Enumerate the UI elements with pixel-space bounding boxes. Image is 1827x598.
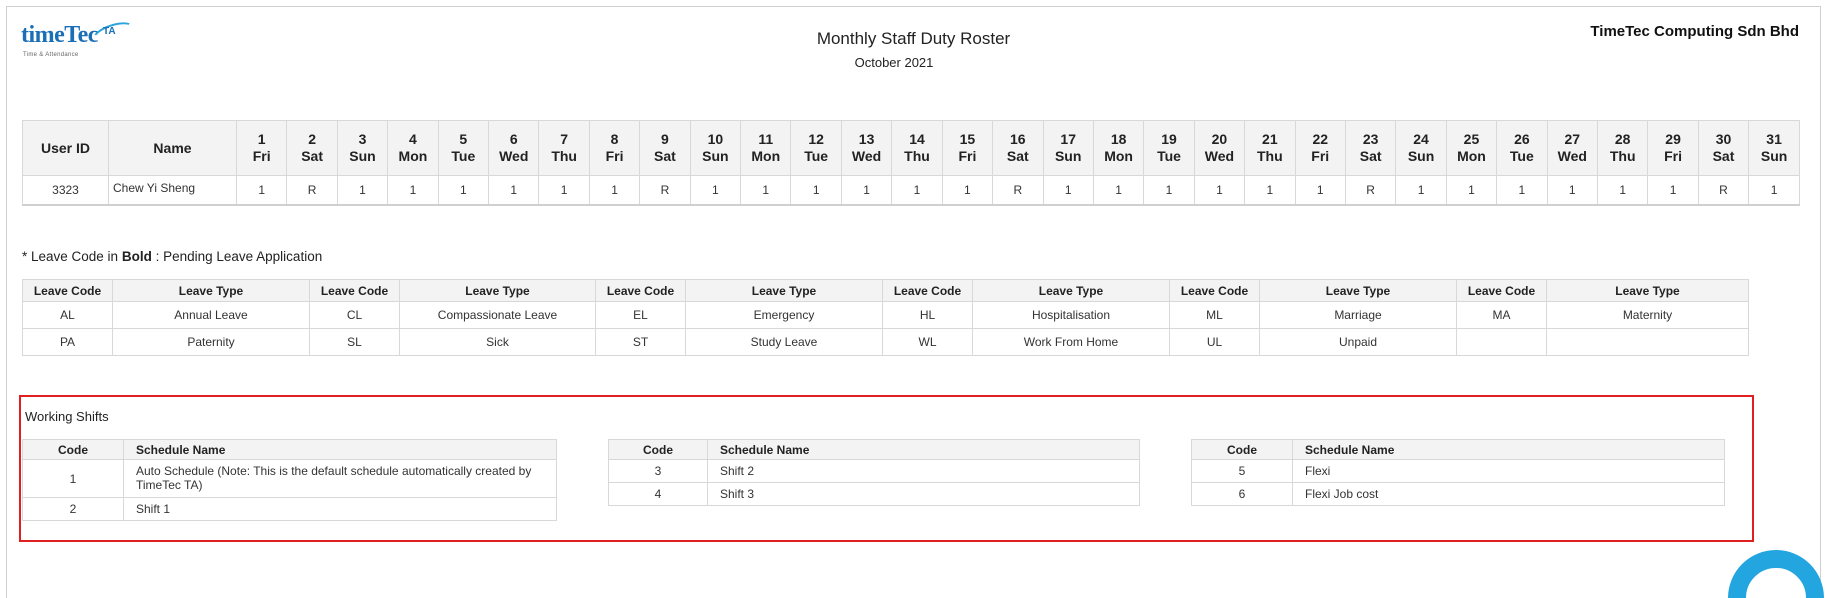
report-period: October 2021 — [854, 55, 934, 70]
cell-schedule-name: Shift 3 — [708, 483, 1140, 506]
logo-text: timeTec — [21, 22, 98, 48]
cell-shift-code: 1 — [1446, 176, 1496, 205]
col-code: Code — [1192, 440, 1293, 460]
cell-shift-code: R — [1345, 176, 1395, 205]
day-number: 20 — [1211, 131, 1228, 147]
col-day — [892, 121, 942, 176]
day-number: 10 — [707, 131, 724, 147]
leave-code-table — [22, 279, 1749, 356]
cell-leave-code — [1457, 329, 1547, 356]
col-leave-code: Leave Code — [310, 280, 400, 302]
cell-shift-code: 1 — [690, 176, 740, 205]
cell-leave-code: UL — [1170, 329, 1260, 356]
cell-shift-code: 1 — [1295, 176, 1345, 205]
cell-shift-code: R — [1698, 176, 1748, 205]
day-number: 25 — [1463, 131, 1480, 147]
day-number: 31 — [1766, 131, 1782, 147]
cell-shift-code: 1 — [1093, 176, 1143, 205]
col-day — [791, 121, 841, 176]
day-weekday: Sat — [1712, 148, 1735, 164]
col-leave-code: Leave Code — [1170, 280, 1260, 302]
table-row — [1192, 460, 1725, 483]
cell-leave-type: Annual Leave — [113, 302, 310, 329]
cell-leave-type: Work From Home — [973, 329, 1170, 356]
col-user-id: User ID — [23, 121, 109, 176]
day-number: 14 — [909, 131, 925, 147]
col-name: Name — [109, 121, 237, 176]
col-leave-type: Leave Type — [113, 280, 310, 302]
table-row — [609, 483, 1140, 506]
col-leave-code: Leave Code — [23, 280, 113, 302]
col-leave-type: Leave Type — [1260, 280, 1457, 302]
col-day — [237, 121, 287, 176]
day-number: 6 — [509, 131, 518, 147]
cell-leave-code: CL — [310, 302, 400, 329]
col-day — [1345, 121, 1395, 176]
day-weekday: Mon — [1457, 148, 1486, 164]
cell-leave-code: WL — [883, 329, 973, 356]
table-row — [23, 460, 557, 498]
col-day — [589, 121, 639, 176]
working-shifts-title: Working Shifts — [25, 409, 109, 424]
day-number: 1 — [257, 131, 266, 147]
day-weekday: Wed — [1557, 148, 1587, 164]
cell-name: Chew Yi Sheng — [109, 176, 237, 205]
cell-user-id: 3323 — [23, 176, 109, 205]
cell-shift-code: 1 — [1497, 176, 1547, 205]
col-day — [1597, 121, 1647, 176]
cell-shift-code: 3 — [609, 460, 708, 483]
roster-header-row — [23, 121, 1800, 176]
col-leave-code: Leave Code — [883, 280, 973, 302]
day-weekday: Sat — [1006, 148, 1029, 164]
day-number: 13 — [858, 131, 875, 147]
cell-shift-code: 1 — [741, 176, 791, 205]
day-number: 22 — [1312, 131, 1329, 147]
cell-leave-code: EL — [596, 302, 686, 329]
col-day — [1245, 121, 1295, 176]
roster-divider — [22, 204, 1800, 206]
shift-table-2 — [608, 439, 1140, 506]
day-number: 16 — [1010, 131, 1026, 147]
report-title: Monthly Staff Duty Roster — [816, 29, 1011, 48]
day-weekday: Thu — [551, 148, 577, 164]
leave-note — [22, 249, 322, 264]
day-weekday: Fri — [605, 148, 624, 164]
col-day — [1194, 121, 1244, 176]
leave-note-suffix: : Pending Leave Application — [151, 249, 323, 264]
table-row — [23, 302, 1749, 329]
cell-shift-code: 1 — [438, 176, 488, 205]
col-day — [489, 121, 539, 176]
col-code: Code — [609, 440, 708, 460]
table-row — [23, 498, 557, 521]
leave-note-bold: Bold — [121, 249, 152, 264]
day-weekday: Sun — [702, 148, 729, 164]
cell-leave-code: PA — [23, 329, 113, 356]
day-weekday: Tue — [451, 148, 476, 164]
cell-leave-type: Marriage — [1260, 302, 1457, 329]
cell-shift-code: R — [287, 176, 337, 205]
cell-leave-code: SL — [310, 329, 400, 356]
cell-shift-code: 1 — [1396, 176, 1446, 205]
cell-shift-code: 1 — [942, 176, 992, 205]
cell-leave-type: Unpaid — [1260, 329, 1457, 356]
table-row — [23, 329, 1749, 356]
col-day — [1749, 121, 1800, 176]
cell-leave-code: ML — [1170, 302, 1260, 329]
cell-leave-type: Hospitalisation — [973, 302, 1170, 329]
col-day — [1093, 121, 1143, 176]
cell-leave-type: Emergency — [686, 302, 883, 329]
col-leave-code: Leave Code — [1457, 280, 1547, 302]
day-number: 21 — [1262, 131, 1278, 147]
col-day — [993, 121, 1043, 176]
day-weekday: Wed — [1204, 148, 1235, 164]
cell-shift-code: 1 — [1749, 176, 1800, 205]
cell-shift-code: 1 — [1547, 176, 1597, 205]
cell-shift-code: 1 — [539, 176, 589, 205]
day-weekday: Sat — [1359, 148, 1382, 164]
leave-note-prefix: * Leave Code in — [22, 249, 122, 264]
table-row — [609, 460, 1140, 483]
cell-leave-code: HL — [883, 302, 973, 329]
day-number: 12 — [808, 131, 824, 147]
cell-leave-code: ST — [596, 329, 686, 356]
day-weekday: Fri — [958, 148, 977, 164]
cell-shift-code: R — [640, 176, 690, 205]
day-weekday: Wed — [851, 148, 882, 164]
cell-shift-code: R — [993, 176, 1043, 205]
col-day — [1396, 121, 1446, 176]
day-number: 18 — [1110, 131, 1127, 147]
cell-leave-type: Sick — [400, 329, 596, 356]
shift-table-1 — [22, 439, 557, 521]
shift-header-row — [23, 440, 557, 460]
day-number: 4 — [409, 131, 417, 147]
cell-shift-code: 4 — [609, 483, 708, 506]
cell-shift-code: 5 — [1192, 460, 1293, 483]
day-weekday: Sun — [1054, 148, 1082, 164]
col-day — [640, 121, 690, 176]
col-leave-type: Leave Type — [973, 280, 1170, 302]
cell-shift-code: 1 — [1043, 176, 1093, 205]
col-day — [942, 121, 992, 176]
day-weekday: Fri — [1311, 148, 1330, 164]
day-weekday: Fri — [1664, 148, 1683, 164]
cell-shift-code: 6 — [1192, 483, 1293, 506]
day-number: 26 — [1514, 131, 1530, 147]
day-weekday: Mon — [398, 148, 428, 164]
cell-shift-code: 1 — [489, 176, 539, 205]
col-day — [1043, 121, 1093, 176]
cell-leave-type: Maternity — [1547, 302, 1749, 329]
day-number: 3 — [358, 131, 367, 147]
col-leave-type: Leave Type — [686, 280, 883, 302]
col-day — [388, 121, 438, 176]
day-weekday: Tue — [1509, 148, 1534, 164]
col-leave-code: Leave Code — [596, 280, 686, 302]
col-leave-type: Leave Type — [400, 280, 596, 302]
cell-shift-code: 1 — [589, 176, 639, 205]
col-schedule-name: Schedule Name — [1293, 440, 1725, 460]
day-number: 11 — [758, 131, 774, 147]
leave-header-row — [23, 280, 1749, 302]
day-weekday: Tue — [1157, 148, 1181, 164]
col-day — [1446, 121, 1496, 176]
logo-subtitle: Time & Attendance — [23, 52, 79, 58]
cell-leave-type: Study Leave — [686, 329, 883, 356]
cell-shift-code: 2 — [23, 498, 124, 521]
cell-schedule-name: Flexi — [1293, 460, 1725, 483]
duty-roster-table — [22, 120, 1800, 205]
day-number: 17 — [1060, 131, 1076, 147]
day-number: 27 — [1564, 131, 1581, 147]
col-day — [287, 121, 337, 176]
day-weekday: Tue — [804, 148, 829, 164]
day-number: 23 — [1362, 131, 1379, 147]
company-name: TimeTec Computing Sdn Bhd — [1590, 23, 1799, 40]
col-day — [1144, 121, 1194, 176]
col-schedule-name: Schedule Name — [124, 440, 557, 460]
table-row — [23, 176, 1800, 205]
day-number: 19 — [1161, 131, 1177, 147]
day-weekday: Sat — [301, 148, 323, 164]
cell-leave-code: AL — [23, 302, 113, 329]
col-day — [741, 121, 791, 176]
cell-shift-code: 1 — [1597, 176, 1647, 205]
cell-leave-type: Paternity — [113, 329, 310, 356]
cell-shift-code: 1 — [237, 176, 287, 205]
col-day — [438, 121, 488, 176]
shift-header-row — [1192, 440, 1725, 460]
day-weekday: Thu — [1609, 148, 1636, 164]
col-day — [1547, 121, 1597, 176]
col-day — [337, 121, 387, 176]
day-weekday: Thu — [1257, 148, 1283, 164]
cell-shift-code: 1 — [1648, 176, 1698, 205]
cell-shift-code: 1 — [841, 176, 891, 205]
day-weekday: Thu — [904, 148, 930, 164]
col-schedule-name: Schedule Name — [708, 440, 1140, 460]
cell-leave-type — [1547, 329, 1749, 356]
cell-leave-type: Compassionate Leave — [400, 302, 596, 329]
col-day — [1698, 121, 1748, 176]
day-number: 7 — [560, 131, 569, 147]
cell-shift-code: 1 — [892, 176, 942, 205]
cell-shift-code: 1 — [1194, 176, 1244, 205]
day-weekday: Sun — [349, 148, 376, 164]
cell-shift-code: 1 — [1245, 176, 1295, 205]
cell-shift-code: 1 — [791, 176, 841, 205]
day-number: 8 — [610, 131, 619, 147]
shift-table-3 — [1191, 439, 1725, 506]
day-weekday: Mon — [751, 148, 781, 164]
day-number: 24 — [1413, 131, 1429, 147]
day-weekday: Sun — [1407, 148, 1435, 164]
col-code: Code — [23, 440, 124, 460]
cell-shift-code: 1 — [337, 176, 387, 205]
cell-schedule-name: Shift 2 — [708, 460, 1140, 483]
day-weekday: Fri — [252, 148, 271, 164]
shift-header-row — [609, 440, 1140, 460]
day-number: 29 — [1665, 131, 1681, 147]
day-weekday: Sat — [654, 148, 676, 164]
cell-leave-code: MA — [1457, 302, 1547, 329]
col-day — [841, 121, 891, 176]
day-number: 15 — [959, 131, 976, 147]
cell-schedule-name: Auto Schedule (Note: This is the default schedule automatically created by TimeTec TA) — [124, 460, 557, 498]
col-day — [1648, 121, 1698, 176]
cell-shift-code: 1 — [23, 460, 124, 498]
col-day — [539, 121, 589, 176]
day-number: 28 — [1614, 131, 1631, 147]
day-weekday: Mon — [1104, 148, 1133, 164]
day-number: 9 — [661, 131, 669, 147]
day-number: 30 — [1715, 131, 1732, 147]
day-weekday: Sun — [1760, 148, 1788, 164]
table-row — [1192, 483, 1725, 506]
col-day — [1295, 121, 1345, 176]
cell-shift-code: 1 — [388, 176, 438, 205]
col-day — [1497, 121, 1547, 176]
col-day — [690, 121, 740, 176]
logo-ta: TA — [103, 26, 116, 37]
day-number: 2 — [308, 131, 316, 147]
cell-schedule-name: Shift 1 — [124, 498, 557, 521]
col-leave-type: Leave Type — [1547, 280, 1749, 302]
cell-shift-code: 1 — [1144, 176, 1194, 205]
day-weekday: Wed — [499, 148, 529, 164]
day-number: 5 — [459, 131, 468, 147]
cell-schedule-name: Flexi Job cost — [1293, 483, 1725, 506]
